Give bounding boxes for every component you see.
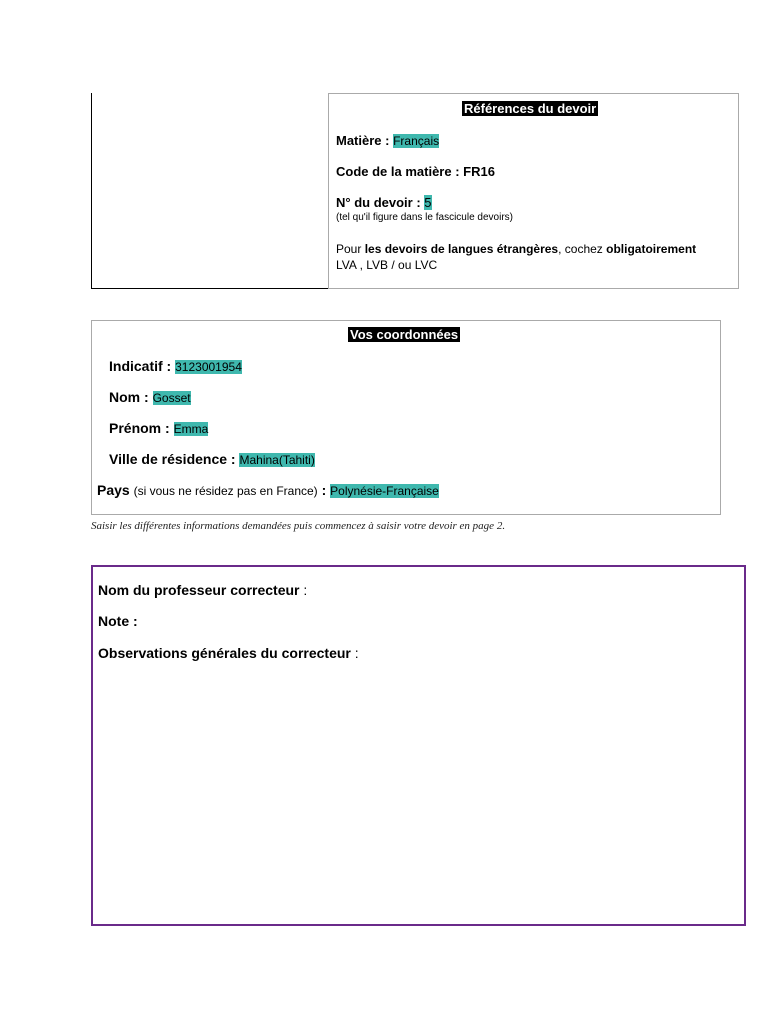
- prof-line: Nom du professeur correcteur :: [98, 582, 308, 598]
- code-value: FR16: [463, 164, 495, 179]
- nom-line: Nom : Gosset: [109, 389, 191, 405]
- references-title: Références du devoir: [464, 101, 597, 116]
- observations-line: Observations générales du correcteur :: [98, 645, 359, 661]
- langues-line: Pour les devoirs de langues étrangères, cochez obligatoirement: [336, 242, 697, 256]
- prenom-line: Prénom : Emma: [109, 420, 209, 436]
- code-line: Code de la matière : FR16: [336, 164, 495, 179]
- correcteur-panel: [91, 565, 746, 926]
- indicatif-value[interactable]: 3123001954: [175, 360, 242, 374]
- references-left-panel: [91, 93, 329, 289]
- pays-value[interactable]: Polynésie-Française: [330, 484, 439, 498]
- langues-options: LVA , LVB / ou LVC: [336, 258, 438, 272]
- devoir-note: (tel qu'il figure dans le fascicule devoirs): [336, 212, 513, 223]
- note-line: Note :: [98, 613, 138, 629]
- coordonnees-title: Vos coordonnées: [350, 327, 459, 342]
- indicatif-line: Indicatif : 3123001954: [109, 358, 242, 374]
- devoir-value[interactable]: 5: [424, 195, 432, 210]
- ville-line: Ville de résidence : Mahina(Tahiti): [109, 451, 315, 467]
- matiere-line: Matière : Français: [336, 133, 440, 148]
- pays-line: Pays (si vous ne résidez pas en France) : Polynésie-Française: [97, 482, 439, 498]
- prenom-value[interactable]: Emma: [173, 422, 209, 436]
- ville-value[interactable]: Mahina(Tahiti): [239, 453, 315, 467]
- devoir-line: N° du devoir : 5: [336, 195, 432, 210]
- nom-value[interactable]: Gosset: [152, 391, 191, 405]
- instruction-note: Saisir les différentes informations demandées puis commencez à saisir votre devoir en page 2.: [91, 520, 506, 532]
- matiere-value[interactable]: Français: [393, 134, 440, 148]
